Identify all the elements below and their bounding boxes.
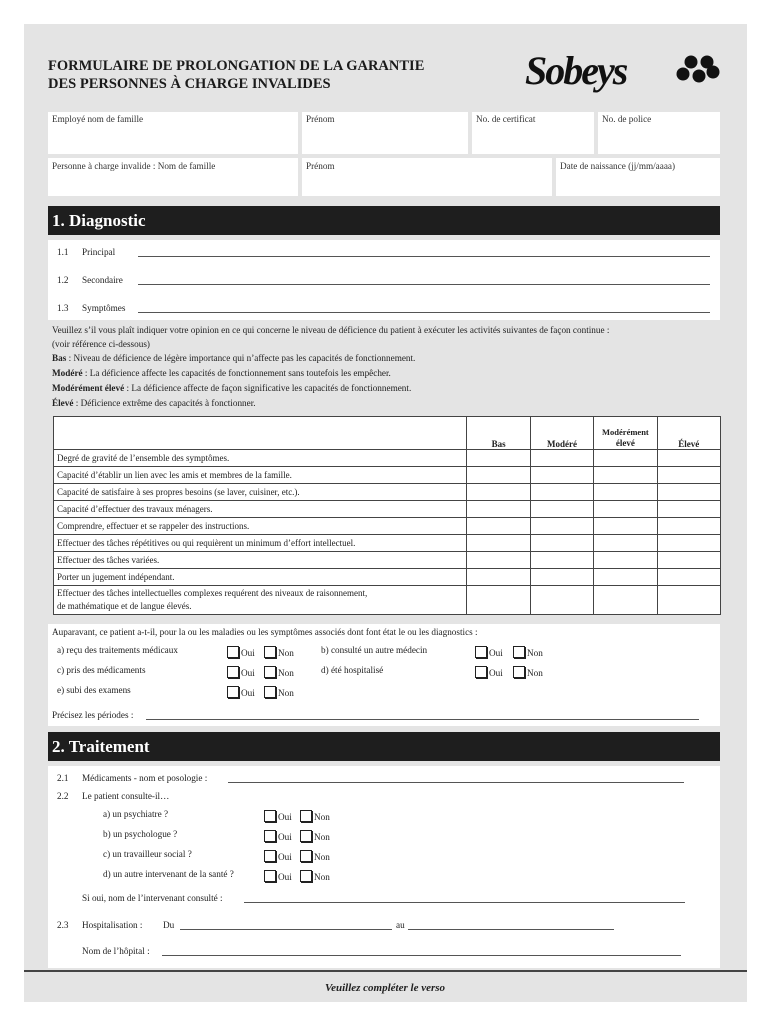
form-title (48, 57, 424, 93)
cell-mod-high[interactable] (594, 518, 657, 535)
cell-high[interactable] (657, 535, 720, 552)
treat-num-2: 2.2 (57, 791, 69, 801)
hospital-name-line[interactable] (162, 955, 681, 956)
table-row (54, 450, 721, 467)
hospitalization-label: Hospitalisation : (82, 920, 143, 930)
prior-e-no-checkbox[interactable] (264, 686, 276, 698)
consult-a-no-label: Non (314, 812, 330, 822)
prior-c-yes-label: Oui (241, 668, 255, 678)
col-moderate: Modéré (530, 417, 593, 450)
prior-d-yes-checkbox[interactable] (475, 666, 487, 678)
cell-mod-high[interactable] (594, 586, 657, 615)
prior-c-yes-checkbox[interactable] (227, 666, 239, 678)
svg-text:Sobeys: Sobeys (525, 48, 627, 93)
consult-d-no-label: Non (314, 872, 330, 882)
consult-c-no-label: Non (314, 852, 330, 862)
cell-moderate[interactable] (530, 467, 593, 484)
dependent-first-name-label: Prénom (306, 161, 335, 171)
to-label: au (396, 920, 405, 930)
consult-a-yes-label: Oui (278, 812, 292, 822)
cell-high[interactable] (657, 467, 720, 484)
cell-high[interactable] (657, 450, 720, 467)
prior-b-no-label: Non (527, 648, 543, 658)
diag-principal-line[interactable] (138, 256, 710, 257)
table-row (54, 569, 721, 586)
prior-d-label: d) été hospitalisé (321, 665, 384, 675)
diag-principal-label: Principal (82, 247, 116, 257)
impairment-table (53, 416, 721, 615)
table-row (54, 535, 721, 552)
col-high: Élevé (657, 417, 720, 450)
prior-c-no-label: Non (278, 668, 294, 678)
table-row (54, 586, 721, 615)
cell-low[interactable] (467, 501, 530, 518)
prior-d-no-label: Non (527, 668, 543, 678)
title-line-2: DES PERSONNES À CHARGE INVALIDES (48, 76, 331, 92)
to-line[interactable] (408, 929, 614, 930)
footer-rule (24, 970, 747, 972)
intro-text: Veuillez s’il vous plaît indiquer votre opinion en ce qui concerne le niveau de déficience du patient à exécuter les activités suivantes de façon continue : (52, 325, 610, 335)
level-high: Élevé : Déficience extrême des capacités à fonctionner. (52, 398, 256, 408)
col-mod-high-a: Modérément (602, 427, 649, 437)
table-row (54, 552, 721, 569)
consult-c-no-checkbox[interactable] (300, 850, 312, 862)
sobeys-logo (525, 44, 725, 101)
cell-moderate[interactable] (530, 586, 593, 615)
prior-e-yes-checkbox[interactable] (227, 686, 239, 698)
consult-d-yes-checkbox[interactable] (264, 870, 276, 882)
title-line-1: FORMULAIRE DE PROLONGATION DE LA GARANTIE (48, 58, 425, 74)
prior-a-yes-label: Oui (241, 648, 255, 658)
diag-symptoms-label: Symptômes (82, 303, 126, 313)
prior-b-no-checkbox[interactable] (513, 646, 525, 658)
cell-mod-high[interactable] (594, 450, 657, 467)
diag-num-3: 1.3 (57, 303, 69, 313)
col-mod-high-b: élevé (615, 438, 635, 448)
prior-e-no-label: Non (278, 688, 294, 698)
consult-b-no-checkbox[interactable] (300, 830, 312, 842)
cell-mod-high[interactable] (594, 484, 657, 501)
from-label: Du (163, 920, 175, 930)
prior-a-no-label: Non (278, 648, 294, 658)
cell-moderate[interactable] (530, 484, 593, 501)
treat-num-1: 2.1 (57, 773, 69, 783)
table-header-blank (54, 417, 467, 450)
table-header-row (54, 417, 721, 450)
cell-low[interactable] (467, 552, 530, 569)
practitioner-line[interactable] (244, 902, 685, 903)
cell-moderate[interactable] (530, 501, 593, 518)
dependent-last-name-label: Personne à charge invalide : Nom de famille (52, 161, 216, 171)
certificate-number-label: No. de certificat (476, 114, 536, 124)
table-row (54, 518, 721, 535)
diagnostic-block (48, 240, 720, 320)
col-mod-high (594, 417, 657, 450)
cell-low[interactable] (467, 586, 530, 615)
level-mod-high: Modérément élevé : La déficience affecte de façon significative les capacités de fonctionnement. (52, 383, 412, 393)
cell-mod-high[interactable] (594, 535, 657, 552)
from-line[interactable] (180, 929, 392, 930)
treat-num-3: 2.3 (57, 920, 69, 930)
cell-mod-high[interactable] (594, 501, 657, 518)
prior-block (48, 624, 720, 726)
cell-low[interactable] (467, 484, 530, 501)
periods-label: Précisez les périodes : (52, 710, 134, 720)
prior-a-yes-checkbox[interactable] (227, 646, 239, 658)
medication-line[interactable] (228, 782, 684, 783)
practitioner-label: Si oui, nom de l’intervenant consulté : (82, 893, 223, 903)
consult-a-label: a) un psychiatre ? (103, 809, 169, 819)
cell-high[interactable] (657, 501, 720, 518)
diag-num-1: 1.1 (57, 247, 69, 257)
prior-b-yes-label: Oui (489, 648, 503, 658)
cell-low[interactable] (467, 569, 530, 586)
employee-last-name-label: Employé nom de famille (52, 114, 144, 124)
cell-moderate[interactable] (530, 552, 593, 569)
consult-b-no-label: Non (314, 832, 330, 842)
cell-high[interactable] (657, 569, 720, 586)
footer-note: Veuillez compléter le verso (324, 982, 446, 994)
section-2-header: 2. Traitement (48, 732, 720, 761)
row-label: Capacité de satisfaire à ses propres besoins (se laver, cuisiner, etc.). (54, 484, 467, 501)
table-row (54, 484, 721, 501)
diag-num-2: 1.2 (57, 275, 69, 285)
prior-b-yes-checkbox[interactable] (475, 646, 487, 658)
birthdate-label: Date de naissance (jj/mm/aaaa) (560, 161, 676, 171)
col-low: Bas (467, 417, 530, 450)
level-moderate: Modéré : La déficience affecte les capacités de fonctionnement sans toutefois les empêcher. (52, 368, 391, 378)
cell-moderate[interactable] (530, 450, 593, 467)
cell-low[interactable] (467, 467, 530, 484)
consults-label: Le patient consulte-il… (82, 791, 170, 801)
row-label: Effectuer des tâches variées. (54, 552, 467, 569)
section-1-header: 1. Diagnostic (48, 206, 720, 235)
prior-e-label: e) subi des examens (57, 685, 131, 695)
prior-d-yes-label: Oui (489, 668, 503, 678)
row-label (54, 586, 467, 615)
prior-question: Auparavant, ce patient a-t-il, pour la ou les maladies ou les symptômes associés dont font état le ou les diagnostics : (52, 627, 478, 637)
table-row (54, 467, 721, 484)
row-label: Porter un jugement indépendant. (54, 569, 467, 586)
consult-c-yes-label: Oui (278, 852, 292, 862)
level-low: Bas : Niveau de déficience de légère importance qui n’affecte pas les capacités de fonctionnement. (52, 353, 416, 363)
row-label: Comprendre, effectuer et se rappeler des instructions. (54, 518, 467, 535)
prior-a-no-checkbox[interactable] (264, 646, 276, 658)
consult-a-yes-checkbox[interactable] (264, 810, 276, 822)
intro-ref: (voir référence ci-dessous) (52, 339, 150, 349)
employee-first-name-label: Prénom (306, 114, 335, 124)
diag-symptoms-line[interactable] (138, 312, 710, 313)
dependent-first-name-field[interactable] (302, 158, 552, 196)
table-row (54, 501, 721, 518)
periods-line[interactable] (146, 719, 699, 720)
consult-d-no-checkbox[interactable] (300, 870, 312, 882)
policy-number-label: No. de police (602, 114, 652, 124)
cell-moderate[interactable] (530, 569, 593, 586)
cell-low[interactable] (467, 450, 530, 467)
cell-high[interactable] (657, 518, 720, 535)
prior-c-label: c) pris des médicaments (57, 665, 146, 675)
prior-a-label: a) reçu des traitements médicaux (57, 645, 178, 655)
row-label-b: de mathématique et de langue élevés. (57, 601, 192, 611)
cell-mod-high[interactable] (594, 552, 657, 569)
diag-secondary-line[interactable] (138, 284, 710, 285)
consult-d-yes-label: Oui (278, 872, 292, 882)
cell-high[interactable] (657, 484, 720, 501)
consult-b-yes-label: Oui (278, 832, 292, 842)
consult-c-yes-checkbox[interactable] (264, 850, 276, 862)
medication-label: Médicaments - nom et posologie : (82, 773, 208, 783)
consult-b-label: b) un psychologue ? (103, 829, 178, 839)
consult-a-no-checkbox[interactable] (300, 810, 312, 822)
prior-e-yes-label: Oui (241, 688, 255, 698)
diag-secondary-label: Secondaire (82, 275, 123, 285)
row-label: Effectuer des tâches répétitives ou qui requièrent un minimum d’effort intellectuel. (54, 535, 467, 552)
cell-high[interactable] (657, 552, 720, 569)
cell-low[interactable] (467, 535, 530, 552)
cell-mod-high[interactable] (594, 467, 657, 484)
cell-mod-high[interactable] (594, 569, 657, 586)
row-label: Capacité d’établir un lien avec les amis et membres de la famille. (54, 467, 467, 484)
cell-high[interactable] (657, 586, 720, 615)
consult-c-label: c) un travailleur social ? (103, 849, 192, 859)
prior-b-label: b) consulté un autre médecin (321, 645, 428, 655)
row-label: Degré de gravité de l’ensemble des symptômes. (54, 450, 467, 467)
row-label: Capacité d’effectuer des travaux ménagers. (54, 501, 467, 518)
row-label-a: Effectuer des tâches intellectuelles complexes requérent des niveaux de raisonnement, (57, 588, 368, 598)
cell-moderate[interactable] (530, 535, 593, 552)
cell-moderate[interactable] (530, 518, 593, 535)
cell-low[interactable] (467, 518, 530, 535)
consult-b-yes-checkbox[interactable] (264, 830, 276, 842)
prior-d-no-checkbox[interactable] (513, 666, 525, 678)
consult-d-label: d) un autre intervenant de la santé ? (103, 869, 234, 879)
prior-c-no-checkbox[interactable] (264, 666, 276, 678)
hospital-name-label: Nom de l’hôpital : (82, 946, 150, 956)
